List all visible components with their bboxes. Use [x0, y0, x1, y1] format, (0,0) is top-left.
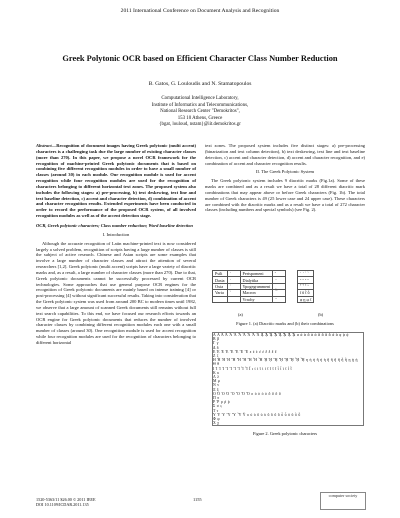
mark-name: Macron: [240, 290, 273, 296]
mark-name: Dasia: [213, 277, 228, 283]
character-row: Χ χ: [213, 421, 220, 426]
abstract-label: Abstract: [36, 143, 52, 148]
character-row: Ι Ί Ἰ Ἱ Ἲ Ἳ Ἴ Ἵ Ἶ Ἷ Ϊ ι ί ὶ ῖ ἰ ἱ ἲ ἳ ἴ ἵ ἶ ἷ ϊ ΐ ῒ ῗ: [213, 366, 292, 371]
page-number: 1155: [193, 497, 202, 502]
character-row: Μ μ: [213, 379, 221, 384]
affiliation-line: Institute of Informatics and Telecommunications,: [151, 102, 249, 108]
abstract: [36, 143, 196, 219]
affiliation-line: Computational Intelligence Laboratory,: [161, 96, 239, 101]
character-row: A Α Ά Ἀ Ἁ Ἂ Ἃ Ἄ Ἅ Ἆ Ἇ ᾈ ᾉ ᾊ ᾋ ᾌ ᾍ ᾎ ᾏ α ά ὰ ᾶ ἀ ἁ ἂ ἃ ἄ ἅ ἆ ἇ ᾳ ᾲ ᾴ: [213, 333, 349, 337]
conference-header: 2011 International Conference on Document Analysis and Recognition: [120, 8, 280, 14]
mark-glyph: ¨: [273, 277, 286, 283]
mark-glyph: [227, 296, 240, 302]
mark-name: Dialytika: [240, 277, 273, 283]
character-row: Ζ ζ: [213, 354, 219, 359]
mark-glyph: ᾿: [227, 271, 240, 277]
figure1-caption: Figure 1. (a) Diacritic marks and (b) their combinations: [236, 321, 334, 326]
affiliation-line: 153 10 Athens, Greece: [177, 115, 223, 121]
combination-row: ᾳ ῃ ῳ ῖ: [298, 296, 314, 302]
mark-glyph: ῾: [227, 277, 240, 283]
mark-name: Perispomeni: [240, 271, 273, 277]
intro-text: Although the accurate recognition of Latin machine-printed text is now considered largely a solved problem, recognition of scripts having a large number of classes is still the subject of active research. Chinese and Asian scripts are some examples that involve a large number of character classes and attract the attention of several researchers [1,2]. Greek polytonic (multi accent) scripts have a large variety of diacritic marks and, as a result, a large number of character classes (more than 270). Due to that, Greek polytonic documents cannot be successfully processed by current OCR technologies. Some approaches that use general purpose OCR engines for the recognition of Greek polytonic documents are mainly based on intense training [4] or post-processing [4] without significant successful results. Taking into consideration that the Greek polytonic system was used from around 200 BC to modern times until 1982, we observe that a large amount of scanned Greek documents still remains without full text search capabilities. To this end, we have focused our research efforts towards an OCR engine for Greek polytonic documents that reduces the number of involved character classes by combining different recognition modules each one with a small number of classes (around 30). One recognition module is used for accent recognition while four recognition modules are used for the recognition of characters belonging to different horizontal: [36, 240, 196, 345]
character-row: Γ γ: [213, 341, 219, 346]
mark-name: Varia: [213, 290, 228, 296]
figure1-label-a: (a): [238, 312, 243, 317]
stages-text: text zones. The proposed system includes five distinct stages: a) pre-processing (binarization and text column detection), b) text deskewing, text line and text baseline detection, c) accent and character detection, d) accent and character recognition, and e) combination of accent and character recognition results.: [205, 143, 365, 166]
character-row: Η Ή Ἠ Ἡ Ἢ Ἣ Ἤ Ἥ Ἦ Ἧ ᾘ ᾙ ᾚ ᾛ ᾜ ᾝ ᾞ ᾟ η ή ὴ ῆ ἠ ἡ ἢ ἣ ἤ ἥ ἦ ἧ ῃ ῂ ῄ: [213, 358, 358, 363]
combination-row: ΐ ΰ ῗ ῧ: [298, 290, 314, 296]
character-row: Ρ Ῥ ρ ῤ ῥ: [213, 400, 230, 405]
footer-isbn: 1520-5363/11 $26.00 © 2011 IEEE: [36, 497, 96, 502]
character-row: Λ λ: [213, 375, 220, 380]
character-row: Υ Ύ Ὑ Ὓ Ὕ Ὗ Ϋ υ ύ ὺ ῦ ὐ ὑ ὒ ὓ ὔ ὕ ὖ ὗ ϋ ΰ ῢ ῧ: [213, 412, 301, 417]
mark-name: Psili: [213, 271, 228, 277]
footer-ids: [36, 497, 96, 507]
character-row: Σ σ ς: [213, 404, 223, 409]
paper-title: Greek Polytonic OCR based on Efficient Character Class Number Reduction: [62, 54, 338, 63]
mark-glyph: ¯: [273, 290, 286, 296]
combination-row: ῎ ῞ ῍ ῝: [298, 277, 314, 283]
greek-characters-figure: [212, 332, 364, 426]
character-row: Β β: [213, 337, 220, 342]
diacritic-combinations-table: [297, 270, 314, 303]
character-row: Δ δ: [213, 345, 219, 350]
system-text: The Greek polytonic system includes 9 diacritic marks (Fig.1a). Some of these marks are combined and as a result we have a total of 28 different diacritic mark combinations that may appear above or before Greek characters (Fig. 1b). The total number of Greek characters is 49 (25 lower case and 24 upper case). These characters are combined with the diacritic marks and as a result we have a total of 272 character classes (including numbers and special symbols) (see Fig. 2).: [205, 178, 365, 213]
mark-name: Vrachy: [240, 296, 273, 302]
mark-name: Ypogegrammeni: [240, 283, 273, 289]
figure2-caption: Figure 2. Greek polytonic characters: [252, 431, 318, 436]
affiliation-line: National Research Center "Demokritos",: [160, 109, 240, 115]
diacritic-marks-table: [212, 270, 286, 303]
footer-doi: DOI 10.1109/ICDAR.2011.135: [36, 502, 89, 507]
character-row: Φ φ: [213, 417, 220, 422]
character-row: Θ θ: [213, 362, 220, 367]
mark-name: [213, 296, 228, 302]
combination-row: ῏ ῟ ῁ ῭: [298, 283, 314, 289]
abstract-body: —Recognition of document images having Greek polytonic (multi accent) characters is a challenging task due the large number of existing character classes (more than 270). In this paper, we propose a novel OCR framework for the recognition of machine-printed Greek polytonic documents that is based on combining five different recognition modules in order to have a small number of classes (around 30) in each module. Our recognition module is used for accent recognition while four recognition modules are used for the recognition of characters belonging to different horizontal text zones. The proposed system also includes the following stages: a) pre-processing, b) text deskewing, text line and text baseline detection, c) accent and character detection, d) combination of accent and character recognition results. Extended experiments have been conducted in order to record the performance of the proposed OCR system, of all involved recognition modules as well as of the accent detection stage.: [36, 143, 196, 219]
mark-name: Oxia: [213, 283, 228, 289]
affiliation-email: {bgat, louloud, nstam}@iit.demokritos.gr: [159, 122, 241, 128]
mark-glyph: `: [227, 290, 240, 296]
combination-row: ᾿ ῾ ΄ `: [298, 271, 314, 277]
figure1-label-b: (b): [318, 312, 324, 317]
character-row: Κ κ: [213, 370, 220, 375]
keywords: OCR, Greek polytonic characters; Class number reduction; Word baseline detection: [36, 222, 193, 228]
computer-society-logo: computer society: [320, 492, 366, 510]
character-row: Ο Ό Ὀ Ὁ Ὂ Ὃ Ὄ Ὅ ο ό ὸ ὀ ὁ ὂ ὃ ὄ ὅ: [213, 391, 282, 396]
left-column: [36, 143, 196, 346]
character-row: Π π: [213, 396, 220, 401]
character-row: [213, 425, 363, 426]
intro-heading: I. Introduction: [102, 231, 130, 237]
affiliation: [0, 96, 400, 129]
character-row: Ξ ξ: [213, 387, 219, 392]
character-row: Ν ν: [213, 383, 220, 388]
mark-glyph: ͺ: [273, 283, 286, 289]
authors: B. Gatos, G. Louloudis and N. Stamatopoulos: [148, 81, 252, 87]
mark-glyph: ˘: [273, 296, 286, 302]
character-row: Τ τ: [213, 408, 219, 413]
character-row: Ε Έ Ἐ Ἑ Ἒ Ἓ Ἔ Ἕ ε έ ὲ ἐ ἑ ἒ ἓ ἔ ἕ: [213, 349, 277, 354]
right-column: [205, 143, 365, 213]
mark-glyph: ΄: [227, 283, 240, 289]
system-heading: II. The Greek Polytonic System: [255, 169, 315, 175]
